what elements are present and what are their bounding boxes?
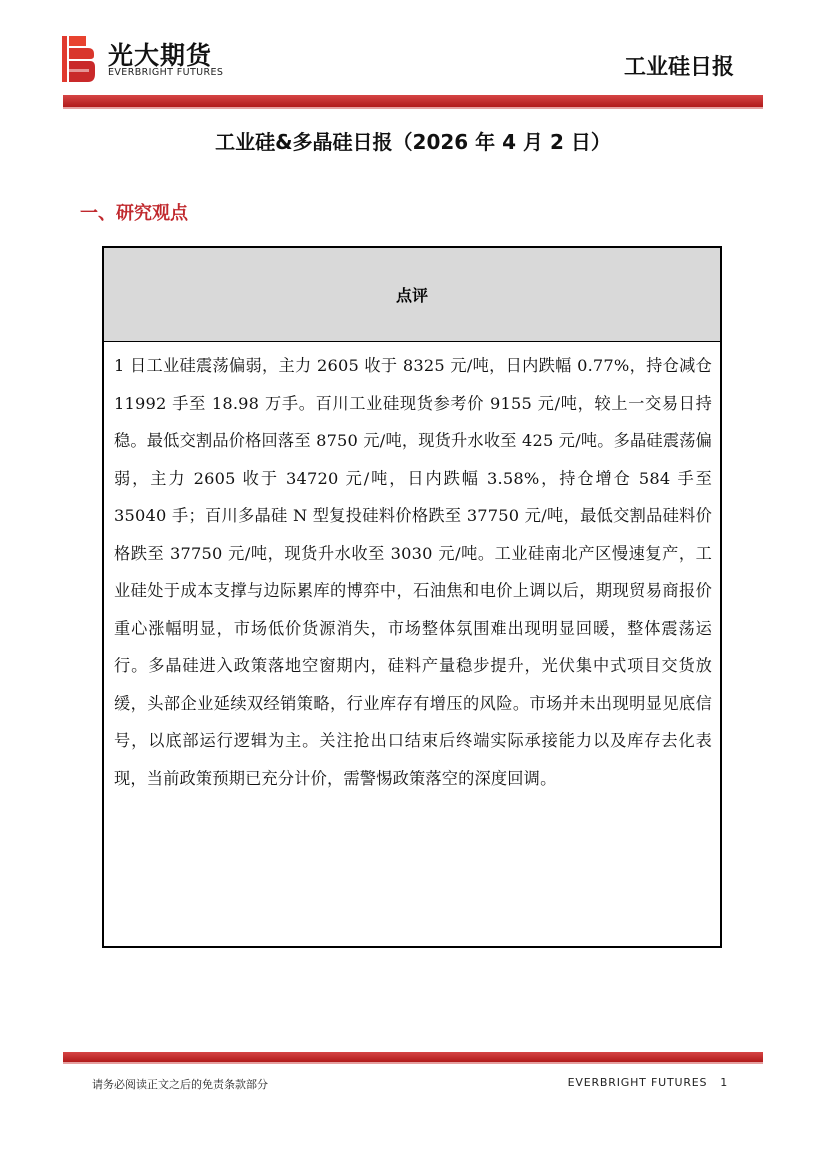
company-logo-icon (62, 36, 96, 82)
commentary-text: 1 日工业硅震荡偏弱，主力 2605 收于 8325 元/吨，日内跌幅 0.77%，持仓减仓 11992 手至 18.98 万手。百川工业硅现货参考价 9155 元/吨，较上一交易日持稳。最低交割品价格回落至 8750 元/吨，现货升水收至 425 元/吨。多晶硅震荡偏弱，主力 2605 收于 34720 元/吨，日内跌幅 3.58%，持仓增仓 584 手至 35040 手；百川多晶硅 N 型复投硅料价格跌至 37750 元/吨，最低交割品硅料价格跌至 37750 元/吨，现货升水收至 3030 元/吨。工业硅南北产区慢速复产，工业硅处于成本支撑与边际累库的博弈中，石油焦和电价上调以后，期现贸易商报价重心涨幅明显，市场低价货源消失，市场整体氛围难出现明显回暖，整体震荡运行。多晶硅进入政策落地空窗期内，硅料产量稳步提升，光伏集中式项目交货放缓，头部企业延续双经销策略，行业库存有增压的风险。市场并未出现明显见底信号，以底部运行逻辑为主。关注抢出口结束后终端实际承接能力以及库存去化表现，当前政策预期已充分计价，需警惕政策落空的深度回调。 (114, 356, 712, 788)
document-title: 工业硅&多晶硅日报（2026 年 4 月 2 日） (215, 130, 611, 154)
page-number: 1 (720, 1076, 728, 1089)
table-header-label: 点评 (395, 286, 428, 305)
footer-divider-bar (63, 1052, 763, 1062)
header-divider-bar (63, 95, 763, 107)
commentary-table (102, 246, 722, 948)
section-heading: 一、研究观点 (80, 203, 188, 224)
report-type: 工业硅日报 (623, 55, 734, 80)
company-name-en: EVERBRIGHT FUTURES (108, 67, 224, 78)
footer-disclaimer: 请务必阅读正文之后的免责条款部分 (92, 1078, 268, 1091)
footer-company (568, 1076, 728, 1089)
company-name-cn: 光大期货 (108, 41, 213, 70)
footer-company-name: EVERBRIGHT FUTURES (567, 1076, 708, 1089)
table-header (104, 248, 720, 342)
